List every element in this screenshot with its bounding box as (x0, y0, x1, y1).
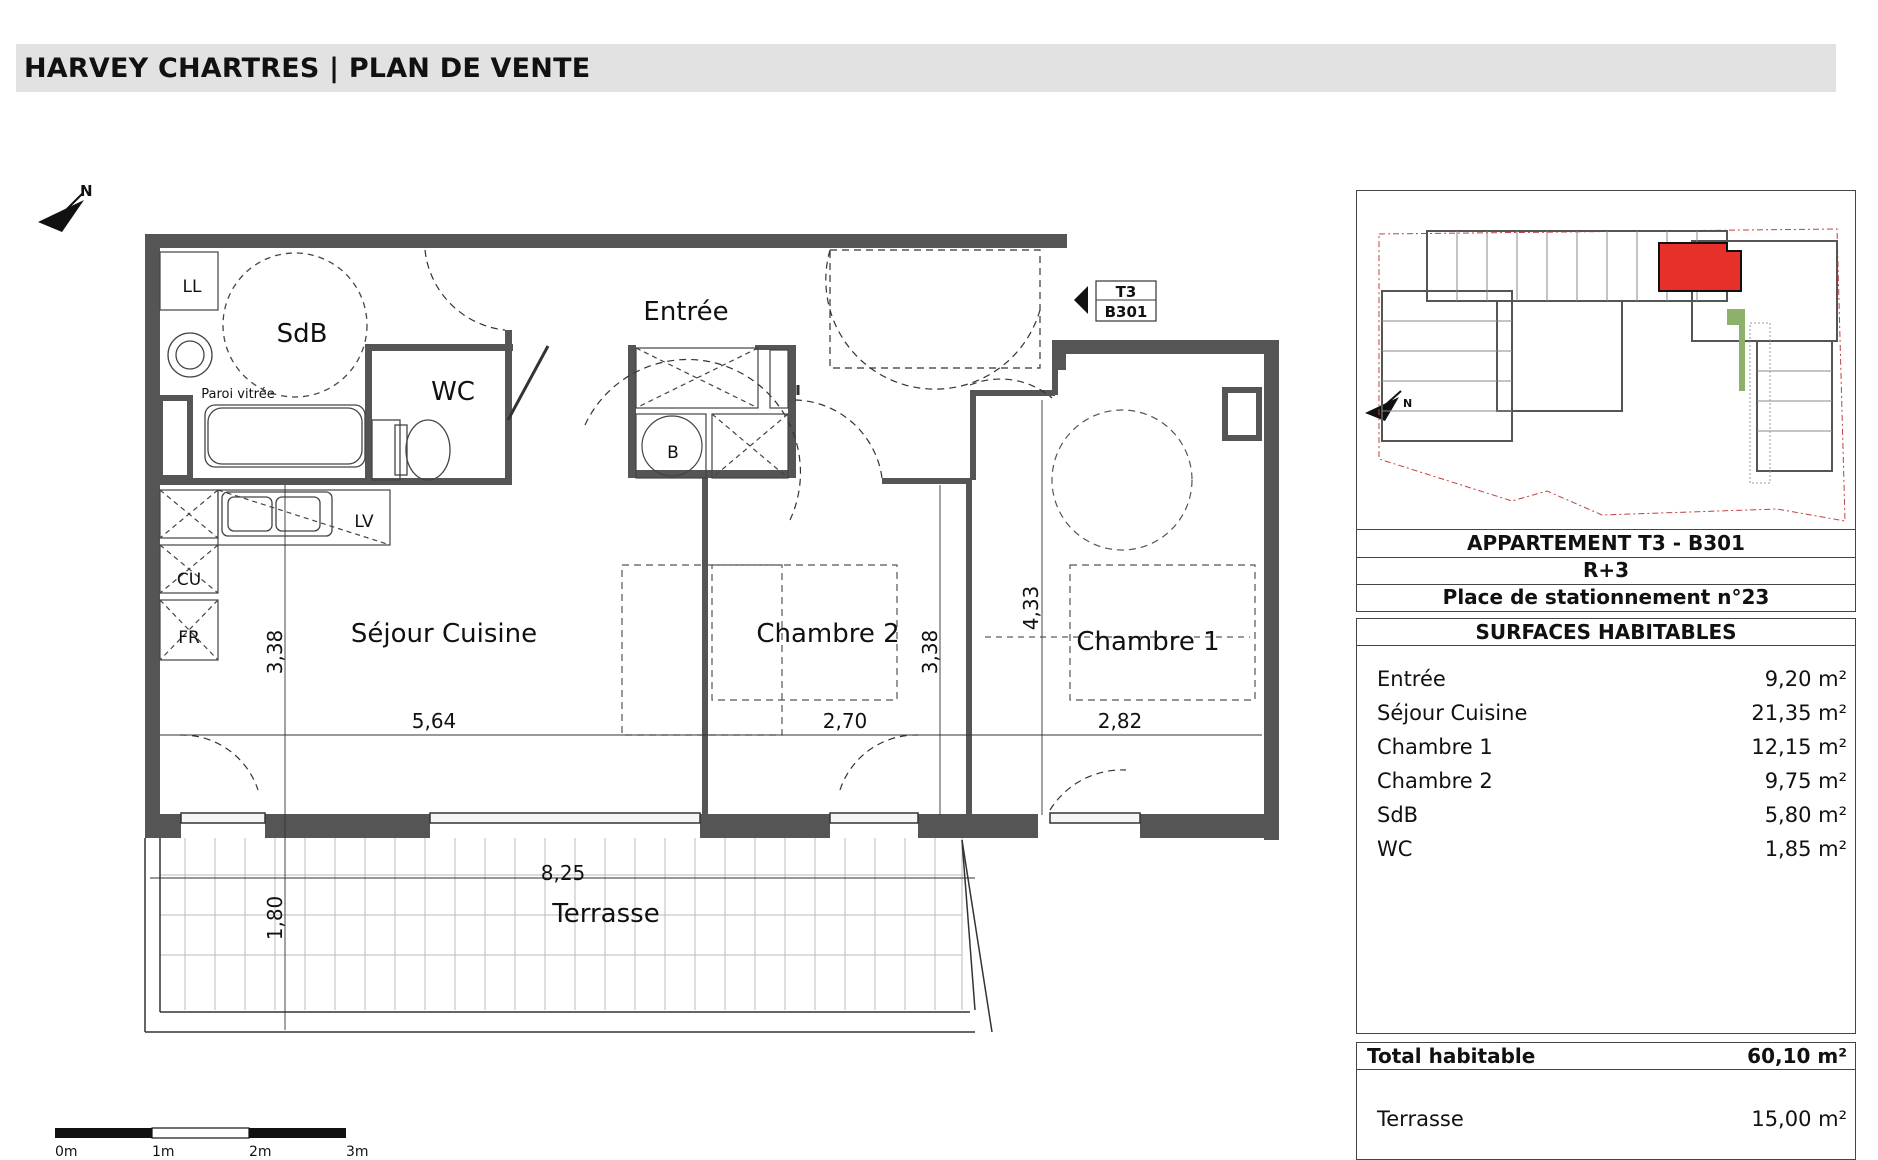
dim-chambre2-w: 2,70 (822, 709, 868, 733)
scale-3: 3m (346, 1144, 369, 1158)
total-row (1357, 1043, 1855, 1070)
fixture-ll: LL (182, 277, 202, 297)
apartment-title: APPARTEMENT T3 - B301 (1357, 530, 1855, 558)
dim-terrasse-h: 1,80 (263, 895, 287, 941)
surface-value: 12,15 m² (1751, 735, 1847, 759)
surface-name: WC (1377, 837, 1413, 861)
fixture-cu: CU (176, 570, 202, 590)
scale-2: 2m (249, 1144, 272, 1158)
tag-type: T3 (1115, 283, 1137, 301)
room-entree: Entrée (643, 297, 729, 327)
north-label: N (80, 182, 93, 200)
total-value: 60,10 m² (1747, 1044, 1847, 1068)
room-sejour: Séjour Cuisine (350, 619, 538, 649)
dim-chambre1-h: 4,33 (1019, 585, 1043, 631)
page-title: HARVEY CHARTRES | PLAN DE VENTE (24, 53, 591, 84)
beds (622, 410, 1255, 735)
site-plan (1356, 190, 1856, 530)
fixture-paroi: Paroi vitrée (201, 387, 275, 402)
apartment-level: R+3 (1357, 557, 1855, 585)
terrace-value: 15,00 m² (1751, 1107, 1847, 1131)
surface-name: Chambre 1 (1377, 735, 1493, 759)
room-terrasse: Terrasse (552, 899, 660, 929)
dim-chambre1-w: 2,82 (1097, 709, 1143, 733)
green-area (1727, 309, 1745, 391)
surface-name: Chambre 2 (1377, 769, 1493, 793)
scale-bar (55, 1128, 369, 1158)
tag-lot: B301 (1104, 303, 1148, 321)
surface-value: 9,20 m² (1764, 667, 1847, 691)
apartment-summary (1356, 530, 1856, 612)
scale-0: 0m (55, 1144, 78, 1158)
surface-name: Séjour Cuisine (1377, 701, 1528, 725)
surfaces-title: SURFACES HABITABLES (1357, 619, 1855, 646)
dim-sejour-h: 3,38 (263, 629, 287, 675)
terrace-label: Terrasse (1377, 1107, 1464, 1131)
surfaces-box (1356, 618, 1856, 1034)
surface-row (1377, 701, 1847, 733)
surface-row (1377, 769, 1847, 801)
room-wc: WC (431, 377, 475, 407)
surface-name: Entrée (1377, 667, 1446, 691)
room-chambre2: Chambre 2 (756, 619, 900, 649)
total-label: Total habitable (1367, 1044, 1536, 1068)
apartment-highlight (1659, 243, 1741, 291)
north-arrow-icon (38, 182, 93, 232)
surface-row (1377, 837, 1847, 869)
room-chambre1: Chambre 1 (1076, 627, 1220, 657)
surface-value: 21,35 m² (1751, 701, 1847, 725)
totals-box (1356, 1042, 1856, 1160)
dim-sejour-w: 5,64 (411, 709, 457, 733)
room-sdb: SdB (276, 319, 328, 349)
dim-chambre2-h: 3,38 (918, 629, 942, 675)
surface-value: 1,85 m² (1764, 837, 1847, 861)
dim-terrasse-w: 8,25 (540, 861, 586, 885)
fixture-lv: LV (354, 512, 374, 532)
surface-row (1377, 803, 1847, 835)
surface-row (1377, 667, 1847, 699)
fixture-fr: FR (178, 628, 200, 648)
scale-1: 1m (152, 1144, 175, 1158)
surface-value: 9,75 m² (1764, 769, 1847, 793)
site-plan-drawing (1357, 191, 1854, 528)
surface-row (1377, 735, 1847, 767)
svg-text:N: N (1403, 397, 1413, 410)
terrace-row (1377, 1107, 1847, 1139)
door-leaves (508, 346, 798, 420)
surface-value: 5,80 m² (1764, 803, 1847, 827)
info-panel (1356, 190, 1856, 1160)
surface-name: SdB (1377, 803, 1419, 827)
parking-spot: Place de stationnement n°23 (1442, 585, 1770, 609)
lot-tag (1074, 281, 1156, 321)
fixture-b: B (667, 443, 679, 463)
